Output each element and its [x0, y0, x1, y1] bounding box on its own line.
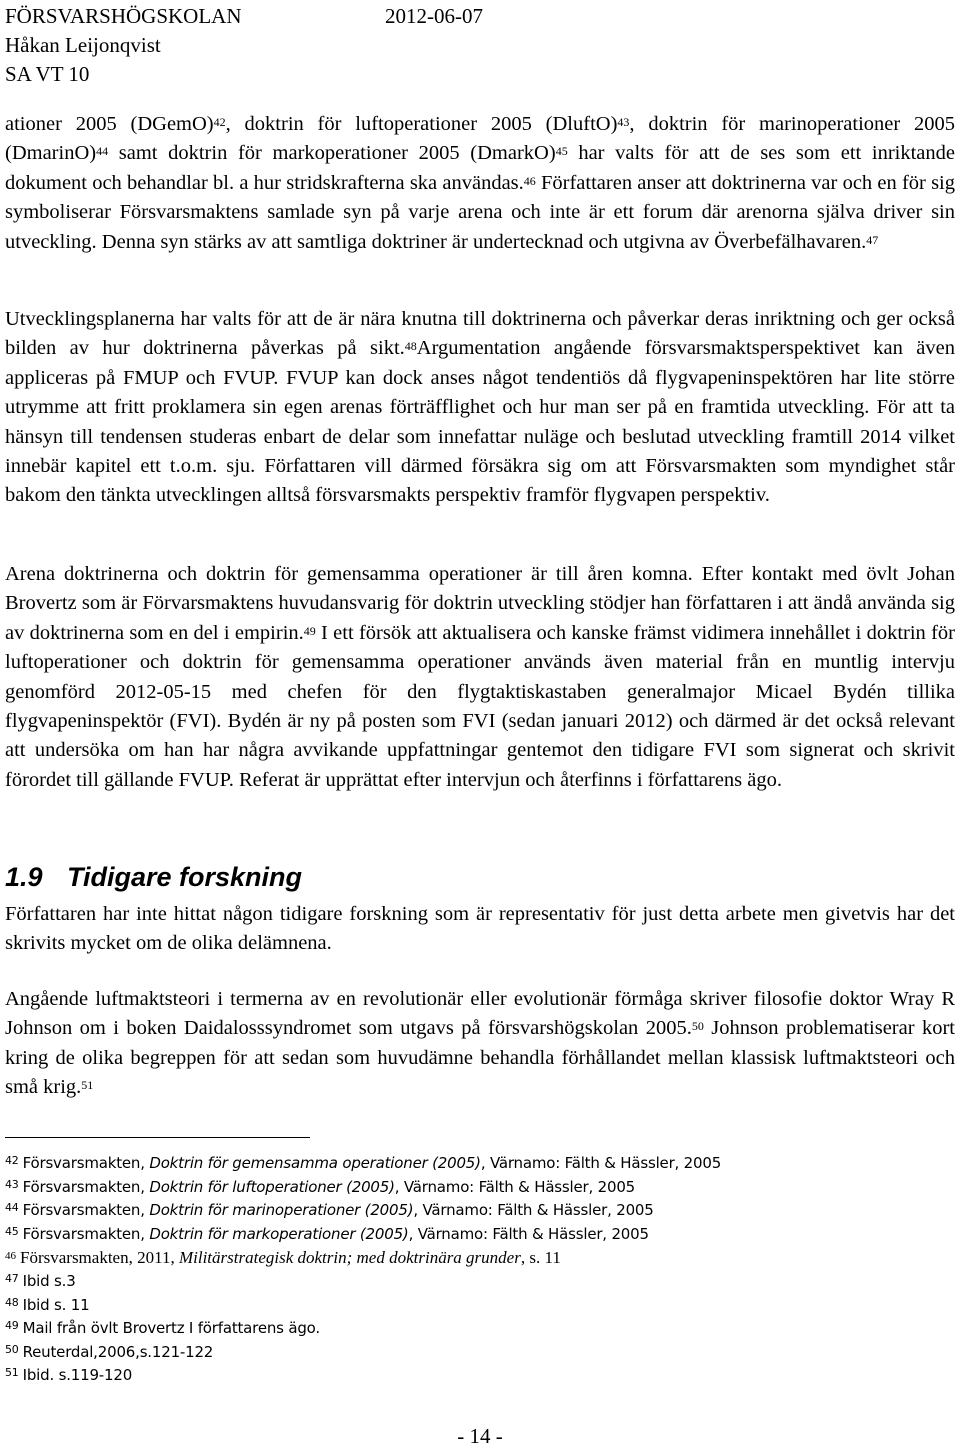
footnotes-list — [5, 1152, 955, 1388]
footnote-text: , Värnamo: Fälth & Hässler, 2005 — [408, 1224, 649, 1243]
footnote-title: Doktrin för marinoperationer (2005) — [149, 1201, 414, 1220]
text-run: ationer 2005 (DGemO) — [5, 113, 214, 135]
page-header — [5, 2, 483, 89]
footnote-ref[interactable]: 50 — [691, 1019, 704, 1034]
header-date: 2012-06-07 — [385, 4, 483, 28]
footnote-title: Doktrin för markoperationer (2005) — [149, 1224, 409, 1243]
footnote-item — [5, 1223, 955, 1247]
footnote-number: 49 — [5, 1319, 19, 1333]
footnote-number: 45 — [5, 1224, 19, 1238]
text-run: , doktrin för marinoperationer 2005 (DmarinO) — [5, 113, 955, 165]
paragraph-previous-research — [5, 900, 955, 959]
section-heading — [5, 862, 302, 893]
text-run: Angående luftmaktsteori i termerna av en revolutionär eller evolutionär förmåga skriver filosofie doktor Wray R Johnson om i boken Daidalosssyndromet som utgavs på försvarshögskolan 2005. — [5, 988, 955, 1040]
footnote-number: 51 — [5, 1366, 19, 1380]
footnote-number: 44 — [5, 1201, 19, 1215]
footnote-text: Reuterdal,2006,s.121-122 — [22, 1342, 214, 1361]
footnote-ref[interactable]: 48 — [404, 339, 417, 354]
text-run: har valts för att de ses som ett inriktande dokument och behandlar bl. a hur stridskrafterna ska användas. — [5, 142, 956, 194]
footnote-number: 48 — [5, 1295, 19, 1309]
header-course: SA VT 10 — [5, 62, 90, 86]
footnote-ref[interactable]: 42 — [213, 115, 226, 129]
footnote-item — [5, 1294, 955, 1318]
footnote-number: 50 — [5, 1342, 19, 1356]
text-run: I ett försök att aktualisera och kanske främst vidimera innehållet i doktrin för luftoperationer och doktrin för gemensamma operationer används även material från en muntlig intervju genomförd 2012-05-15 med chefen för den flygtaktiskastaben generalmajor Micael Bydén tillika flygvapeninspektör (FVI). Bydén är ny på posten som FVI (sedan januari 2012) och därmed är det också relevant att undersöka om han har några avvikande uppfattningar gentemot den tidigare FVI som signerat och skrivit förordet till gällande FVUP. Referat är upprättat efter intervjun och återfinns i författarens ägo. — [5, 621, 955, 791]
paragraph-arena-doctrines — [5, 560, 955, 795]
footnote-text: , Värnamo: Fälth & Hässler, 2005 — [413, 1201, 654, 1220]
footnote-title: Doktrin för luftoperationer (2005) — [149, 1177, 395, 1196]
footnote-text: Försvarsmakten, 2011, — [20, 1248, 179, 1268]
text-run: Argumentation angående försvarsmaktsperspektivet kan även appliceras på FMUP och FVUP. FVUP kan dock anses något tendentiös då flygvapeninspektören har lite större utrymme att fritt proklamera sin egen arenas förträfflighet och hur man ser på en framtida utveckling. För att ta hänsyn till tendensen studeras enbart de delar som innefattar nuläge och beslutad utveckling framtill 2014 vilket innebär kapitel ett t.o.m. sju. Författaren vill därmed försäkra sig om att Försvarsmakten som myndighet står bakom den tänkta utvecklingen alltså försvarsmakts perspektiv framför flygvapen perspektiv. — [5, 337, 955, 507]
footnote-divider — [5, 1137, 310, 1138]
text-run: Författaren anser att doktrinerna var och en för sig symboliserar Försvarsmaktens samlade syn på varje arena och inte är ett forum där arenorna själva driver sin utveckling. Denna syn stärks av att samtliga doktriner är undertecknad och utgivna av Överbefälhavaren. — [5, 171, 955, 253]
text-run: Johnson problematiserar kort kring de olika begreppen för att sedan som huvudämne behandla förhållandet mellan klassisk luftmaktsteori och små krig. — [5, 1017, 955, 1099]
footnote-text: Försvarsmakten, — [22, 1177, 150, 1196]
footnote-title: Doktrin för gemensamma operationer (2005) — [149, 1154, 481, 1172]
footnote-number: 42 — [5, 1154, 19, 1167]
page-number: - 14 - — [457, 1424, 503, 1448]
footnote-number: 43 — [5, 1177, 19, 1191]
paragraph-development-plans — [5, 305, 955, 511]
paragraph-doctrines — [5, 110, 955, 257]
footnote-text: , Värnamo: Fälth & Hässler, 2005 — [394, 1177, 636, 1196]
footnote-ref[interactable]: 47 — [866, 232, 879, 247]
footnote-text: Ibid s.3 — [22, 1271, 76, 1290]
footnote-item — [5, 1152, 955, 1176]
footnote-text: Försvarsmakten, — [22, 1201, 150, 1220]
footnote-item — [5, 1364, 955, 1388]
text-run: Utvecklingsplanerna har valts för att de är nära knutna till doktrinerna och påverkar deras inriktning och ger också bilden av hur doktrinerna påverkas på sikt. — [5, 308, 955, 360]
footnote-text: , s. 11 — [520, 1248, 561, 1268]
footnote-title: Militärstrategisk doktrin; med doktrinära grunder — [178, 1248, 521, 1268]
text-run: Arena doktrinerna och doktrin för gemensamma operationer är till åren komna. Efter kontakt med övlt Johan Brovertz som är Förvarsmaktens huvudansvarig för doktrin utveckling stödjer han författaren i att ändå använda sig av doktrinerna som en del i empirin. — [5, 563, 955, 644]
footnote-text: Försvarsmakten, — [22, 1224, 150, 1243]
footnote-item — [5, 1341, 955, 1365]
footnote-ref[interactable]: 49 — [303, 623, 316, 638]
footnote-item — [5, 1270, 955, 1294]
footnote-ref[interactable]: 44 — [96, 144, 109, 159]
footnote-text: Ibid s. 11 — [22, 1295, 90, 1314]
footnote-ref[interactable]: 46 — [523, 173, 536, 188]
header-school: FÖRSVARSHÖGSKOLAN — [5, 4, 242, 28]
text-run: Författaren har inte hittat någon tidigare forskning som är representativ för just detta arbete men givetvis har det skrivits mycket om de olika delämnena. — [5, 903, 955, 955]
footnote-item — [5, 1199, 955, 1223]
footnote-text: Mail från övlt Brovertz I författarens ägo. — [22, 1319, 320, 1338]
header-author: Håkan Leijonqvist — [5, 33, 161, 57]
footnote-text: , Värnamo: Fälth & Hässler, 2005 — [480, 1154, 722, 1172]
footnote-number: 46 — [5, 1250, 16, 1263]
footnote-ref[interactable]: 45 — [555, 144, 568, 159]
footnote-number: 47 — [5, 1271, 19, 1285]
footnote-item — [5, 1246, 955, 1270]
text-run: samt doktrin för markoperationer 2005 (DmarkO) — [108, 142, 556, 165]
footnote-ref[interactable]: 51 — [81, 1078, 94, 1093]
footnote-text: Ibid. s.119-120 — [22, 1366, 133, 1385]
paragraph-airpower-theory — [5, 985, 955, 1103]
footnote-item — [5, 1317, 955, 1341]
footnote-item — [5, 1176, 955, 1200]
footnote-text: Försvarsmakten, — [22, 1154, 150, 1172]
text-run: , doktrin för luftoperationer 2005 (DluftO) — [225, 113, 618, 135]
section-number: 1.9 — [5, 862, 43, 892]
section-title: Tidigare forskning — [67, 862, 303, 892]
footnote-ref[interactable]: 43 — [617, 115, 630, 129]
